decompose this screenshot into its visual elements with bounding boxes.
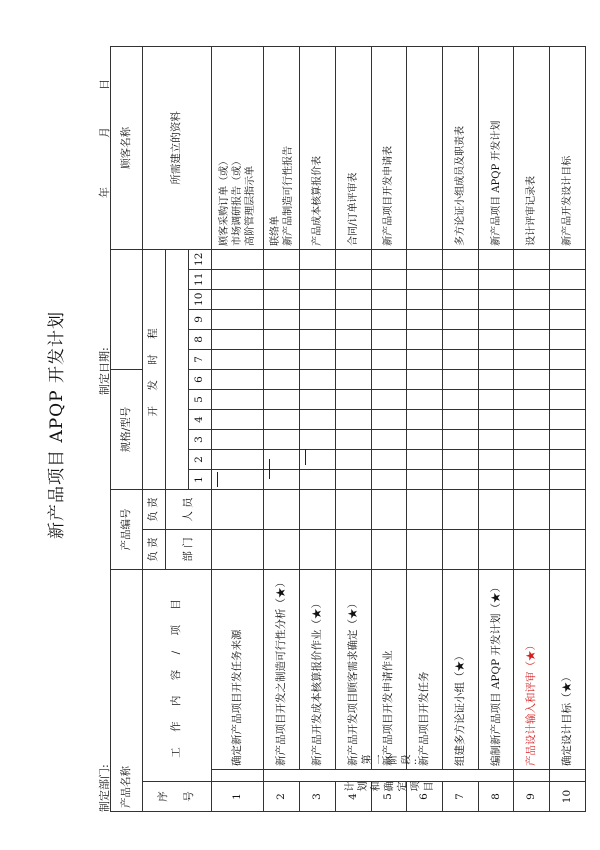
responsible-dept-cell[interactable]	[300, 529, 336, 569]
schedule-cell-month-3[interactable]	[550, 429, 586, 449]
material-line: 产品成本核算报价表	[311, 155, 323, 246]
schedule-cell-month-11[interactable]	[264, 269, 300, 289]
day-label: 日	[98, 79, 111, 90]
material-line: 多方论证小组成员及职责表	[454, 125, 466, 246]
task-content: 新产品项目开发之制造可行性分析（★）	[264, 569, 300, 769]
required-material	[335, 46, 371, 249]
material-line: 合同/订单评审表	[347, 172, 359, 246]
task-content: 编制新产品项目 APQP 开发计划（★）	[478, 569, 514, 769]
header-row-2	[142, 46, 165, 811]
task-number: 10	[550, 782, 586, 812]
responsible-person-cell[interactable]	[335, 489, 371, 529]
task-row	[300, 46, 336, 811]
schedule-cell-month-9[interactable]	[335, 309, 371, 329]
schedule-cell-month-12[interactable]	[300, 249, 336, 269]
schedule-cell-month-9[interactable]	[407, 309, 443, 329]
spec-model-value[interactable]	[111, 249, 143, 369]
schedule-cell-month-1[interactable]	[264, 469, 300, 489]
responsible-person-cell[interactable]	[550, 489, 586, 529]
schedule-cell-month-10[interactable]	[264, 289, 300, 309]
schedule-cell-month-10[interactable]	[514, 289, 550, 309]
schedule-cell-month-11[interactable]	[478, 269, 514, 289]
month-header-6: 6	[188, 369, 211, 389]
schedule-cell-month-8[interactable]	[211, 329, 264, 349]
material-line: 联络单	[269, 215, 281, 246]
task-row	[211, 46, 264, 811]
schedule-cell-month-6[interactable]	[550, 369, 586, 389]
phase-label	[264, 756, 514, 794]
material-line: 新产品项目开发申请表	[383, 145, 395, 246]
responsible-dept-cell[interactable]	[335, 529, 371, 569]
schedule-cell-month-3[interactable]	[300, 429, 336, 449]
schedule-cell-month-10[interactable]	[211, 289, 264, 309]
product-name-label: 产品名称	[111, 569, 143, 811]
schedule-cell-month-11[interactable]	[211, 269, 264, 289]
schedule-cell-month-3[interactable]	[478, 429, 514, 449]
schedule-cell-month-2[interactable]	[335, 449, 371, 469]
schedule-cell-month-8[interactable]	[300, 329, 336, 349]
phase-spacer	[514, 770, 550, 782]
schedule-cell-month-9[interactable]	[300, 309, 336, 329]
responsible-person-cell[interactable]	[478, 489, 514, 529]
schedule-cell-month-11[interactable]	[550, 269, 586, 289]
schedule-cell-month-2[interactable]	[514, 449, 550, 469]
schedule-cell-month-12[interactable]	[478, 249, 514, 269]
responsible-dept-cell[interactable]	[442, 529, 478, 569]
required-material	[550, 46, 586, 249]
month-header-4: 4	[188, 409, 211, 429]
schedule-cell-month-7[interactable]	[550, 349, 586, 369]
seq-label: 序	[157, 791, 170, 802]
schedule-cell-month-10[interactable]	[478, 289, 514, 309]
schedule-cell-month-5[interactable]	[371, 389, 407, 409]
materials-header: 所需建立的资料	[142, 46, 211, 249]
product-no-label: 产品编号	[111, 489, 143, 569]
schedule-cell-month-1[interactable]	[300, 469, 336, 489]
schedule-cell-month-6[interactable]	[264, 369, 300, 389]
required-material	[407, 46, 443, 249]
schedule-cell-month-1[interactable]	[478, 469, 514, 489]
phase-plan-label: 计 划 和 确 定 项 目	[344, 783, 434, 794]
task-number: 3	[300, 782, 336, 812]
schedule-cell-month-1[interactable]	[407, 469, 443, 489]
schedule-cell-month-4[interactable]	[300, 409, 336, 429]
phase-one-label: 第 一 阶 段 :	[360, 756, 417, 767]
schedule-cell-month-4[interactable]	[335, 409, 371, 429]
responsible-dept-cell[interactable]	[371, 529, 407, 569]
task-content: 新产品项目开发申请作业	[371, 569, 407, 769]
month-label: 月	[98, 127, 111, 138]
schedule-cell-month-1[interactable]	[550, 469, 586, 489]
responsible-dept-cell[interactable]	[407, 529, 443, 569]
schedule-cell-month-2[interactable]	[550, 449, 586, 469]
schedule-cell-month-12[interactable]	[442, 249, 478, 269]
responsible-person-cell[interactable]	[264, 489, 300, 529]
responsible-person-cell[interactable]	[371, 489, 407, 529]
schedule-cell-month-7[interactable]	[300, 349, 336, 369]
task-number: 5	[371, 782, 407, 812]
schedule-cell-month-11[interactable]	[371, 269, 407, 289]
schedule-cell-month-6[interactable]	[442, 369, 478, 389]
schedule-cell-month-5[interactable]	[300, 389, 336, 409]
schedule-cell-month-3[interactable]	[211, 429, 264, 449]
schedule-cell-month-7[interactable]	[514, 349, 550, 369]
schedule-cell-month-6[interactable]	[514, 369, 550, 389]
month-header-12: 12	[188, 249, 211, 269]
schedule-cell-month-3[interactable]	[335, 429, 371, 449]
task-number: 2	[264, 782, 300, 812]
month-header-10: 10	[188, 289, 211, 309]
phase-spacer	[211, 770, 264, 782]
material-line: 高阶管理层指示单	[245, 165, 257, 246]
schedule-cell-month-1[interactable]	[514, 469, 550, 489]
responsible-person-cell[interactable]	[514, 489, 550, 529]
schedule-cell-month-4[interactable]	[478, 409, 514, 429]
schedule-bar	[217, 472, 218, 487]
schedule-cell-month-9[interactable]	[478, 309, 514, 329]
resp-header-dup: 负 责	[142, 489, 165, 529]
schedule-cell-month-12[interactable]	[371, 249, 407, 269]
seq-header	[142, 782, 211, 812]
required-material	[300, 46, 336, 249]
schedule-cell-month-12[interactable]	[211, 249, 264, 269]
schedule-cell-month-10[interactable]	[407, 289, 443, 309]
required-material	[478, 46, 514, 249]
schedule-cell-month-2[interactable]	[211, 449, 264, 469]
customer-name-label: 顾客名称	[111, 46, 143, 249]
schedule-cell-month-5[interactable]	[335, 389, 371, 409]
schedule-cell-month-8[interactable]	[335, 329, 371, 349]
schedule-cell-month-7[interactable]	[442, 349, 478, 369]
schedule-bar	[305, 449, 306, 465]
schedule-cell-month-2[interactable]	[478, 449, 514, 469]
responsible-dept-cell[interactable]	[550, 529, 586, 569]
task-content: 新产品开发成本核算报价作业（★）	[300, 569, 336, 769]
schedule-cell-month-5[interactable]	[442, 389, 478, 409]
responsible-person-cell[interactable]	[407, 489, 443, 529]
schedule-bar	[269, 459, 270, 469]
month-header-8: 8	[188, 329, 211, 349]
schedule-cell-month-4[interactable]	[211, 409, 264, 429]
schedule-cell-month-10[interactable]	[335, 289, 371, 309]
schedule-cell-month-3[interactable]	[407, 429, 443, 449]
responsible-person-cell[interactable]	[211, 489, 264, 529]
dev-time-header: 开 发 时 程	[142, 249, 165, 489]
schedule-cell-month-5[interactable]	[211, 389, 264, 409]
work-content-header: 工 作 内 容 / 项 目	[142, 569, 211, 781]
task-content: 组建多方论证小组（★）	[442, 569, 478, 769]
schedule-cell-month-12[interactable]	[550, 249, 586, 269]
responsible-dept-cell[interactable]	[514, 529, 550, 569]
page-title: 新产品项目 APQP 开发计划	[47, 311, 67, 539]
responsible-person-cell[interactable]	[442, 489, 478, 529]
month-header-7: 7	[188, 349, 211, 369]
required-material	[211, 46, 264, 249]
date-label: 制定日期:	[98, 347, 111, 395]
task-content: 产品设计输入和评审（★）	[514, 569, 550, 769]
schedule-cell-month-6[interactable]	[371, 369, 407, 389]
task-row	[442, 46, 478, 811]
phase-spacer	[550, 770, 586, 782]
schedule-cell-month-10[interactable]	[442, 289, 478, 309]
schedule-cell-month-4[interactable]	[264, 409, 300, 429]
responsible-dept-cell[interactable]	[264, 529, 300, 569]
task-row	[407, 46, 443, 811]
schedule-cell-month-5[interactable]	[514, 389, 550, 409]
dev-time-subheader	[165, 249, 188, 489]
schedule-cell-month-2[interactable]	[264, 449, 300, 469]
schedule-cell-month-8[interactable]	[550, 329, 586, 349]
hao-label: 号	[183, 791, 196, 802]
schedule-cell-month-5[interactable]	[407, 389, 443, 409]
schedule-cell-month-11[interactable]	[300, 269, 336, 289]
task-row	[371, 46, 407, 811]
schedule-cell-month-4[interactable]	[371, 409, 407, 429]
schedule-cell-month-8[interactable]	[442, 329, 478, 349]
task-number: 8	[478, 782, 514, 812]
plan-table	[110, 46, 586, 812]
schedule-cell-month-7[interactable]	[335, 349, 371, 369]
schedule-cell-month-9[interactable]	[442, 309, 478, 329]
month-header-11: 11	[188, 269, 211, 289]
schedule-cell-month-3[interactable]	[514, 429, 550, 449]
material-line: 新产品开发设计目标	[562, 155, 574, 246]
schedule-cell-month-9[interactable]	[550, 309, 586, 329]
schedule-cell-month-8[interactable]	[264, 329, 300, 349]
dept-label: 制定部门:	[98, 764, 111, 812]
task-number: 1	[211, 782, 264, 812]
responsible-dept-cell[interactable]	[211, 529, 264, 569]
task-row	[335, 46, 371, 811]
material-line: 市场调研报告（或）	[232, 155, 244, 246]
schedule-cell-month-2[interactable]	[407, 449, 443, 469]
required-material	[264, 46, 300, 249]
material-line: 新产品制造可行性报告	[282, 145, 294, 246]
task-row	[478, 46, 514, 811]
schedule-cell-month-7[interactable]	[264, 349, 300, 369]
schedule-cell-month-7[interactable]	[478, 349, 514, 369]
schedule-cell-month-11[interactable]	[335, 269, 371, 289]
schedule-cell-month-4[interactable]	[514, 409, 550, 429]
schedule-cell-month-4[interactable]	[407, 409, 443, 429]
schedule-cell-month-10[interactable]	[371, 289, 407, 309]
schedule-cell-month-7[interactable]	[371, 349, 407, 369]
schedule-cell-month-3[interactable]	[264, 429, 300, 449]
month-header-9: 9	[188, 309, 211, 329]
month-header-2: 2	[188, 449, 211, 469]
month-header-3: 3	[188, 429, 211, 449]
schedule-cell-month-2[interactable]	[371, 449, 407, 469]
task-content: 确定设计目标（★）	[550, 569, 586, 769]
dept-header: 部 门	[165, 529, 211, 569]
schedule-cell-month-9[interactable]	[264, 309, 300, 329]
schedule-cell-month-7[interactable]	[407, 349, 443, 369]
schedule-cell-month-9[interactable]	[514, 309, 550, 329]
schedule-cell-month-5[interactable]	[264, 389, 300, 409]
schedule-cell-month-1[interactable]	[442, 469, 478, 489]
required-material	[442, 46, 478, 249]
schedule-cell-month-11[interactable]	[514, 269, 550, 289]
schedule-cell-month-12[interactable]	[514, 249, 550, 269]
schedule-cell-month-5[interactable]	[478, 389, 514, 409]
material-line: 新产品项目 APQP 开发计划	[490, 120, 502, 246]
task-content: 确定新产品项目开发任务来源	[211, 569, 264, 769]
schedule-cell-month-11[interactable]	[407, 269, 443, 289]
schedule-cell-month-8[interactable]	[407, 329, 443, 349]
task-number: 7	[442, 782, 478, 812]
required-material	[514, 46, 550, 249]
task-number: 6	[407, 782, 443, 812]
schedule-cell-month-1[interactable]	[335, 469, 371, 489]
responsible-dept-cell[interactable]	[478, 529, 514, 569]
schedule-cell-month-6[interactable]	[211, 369, 264, 389]
schedule-cell-month-7[interactable]	[211, 349, 264, 369]
resp-header: 负 责	[142, 529, 165, 569]
year-label: 年	[98, 187, 111, 198]
schedule-cell-month-1[interactable]	[211, 469, 264, 489]
required-material	[371, 46, 407, 249]
task-number: 9	[514, 782, 550, 812]
month-header-1: 1	[188, 469, 211, 489]
schedule-cell-month-4[interactable]	[550, 409, 586, 429]
schedule-cell-month-8[interactable]	[478, 329, 514, 349]
schedule-cell-month-4[interactable]	[442, 409, 478, 429]
schedule-cell-month-1[interactable]	[371, 469, 407, 489]
schedule-cell-month-10[interactable]	[300, 289, 336, 309]
schedule-cell-month-6[interactable]	[407, 369, 443, 389]
material-line: 顾客采购订单（或）	[219, 155, 231, 246]
schedule-cell-month-6[interactable]	[300, 369, 336, 389]
schedule-cell-month-2[interactable]	[300, 449, 336, 469]
task-row	[550, 46, 586, 811]
schedule-cell-month-11[interactable]	[442, 269, 478, 289]
schedule-cell-month-2[interactable]	[442, 449, 478, 469]
schedule-cell-month-12[interactable]	[264, 249, 300, 269]
schedule-cell-month-6[interactable]	[478, 369, 514, 389]
task-content: 新产品项目开发任务	[407, 569, 443, 769]
task-number: 4	[335, 782, 371, 812]
schedule-cell-month-8[interactable]	[514, 329, 550, 349]
header-row-1	[111, 46, 143, 811]
schedule-cell-month-6[interactable]	[335, 369, 371, 389]
person-header: 人 员	[165, 489, 211, 529]
material-line: 设计评审记录表	[526, 175, 538, 246]
schedule-cell-month-12[interactable]	[407, 249, 443, 269]
schedule-cell-month-8[interactable]	[371, 329, 407, 349]
schedule-cell-month-12[interactable]	[335, 249, 371, 269]
responsible-person-cell[interactable]	[300, 489, 336, 529]
schedule-cell-month-3[interactable]	[371, 429, 407, 449]
schedule-cell-month-3[interactable]	[442, 429, 478, 449]
spec-model-label: 规格/型号	[111, 369, 143, 489]
task-content: 新产品开发项目顾客需求确定（★）	[335, 569, 371, 769]
task-row	[514, 46, 550, 811]
schedule-cell-month-9[interactable]	[371, 309, 407, 329]
schedule-cell-month-5[interactable]	[550, 389, 586, 409]
month-header-5: 5	[188, 389, 211, 409]
task-row	[264, 46, 300, 811]
schedule-cell-month-10[interactable]	[550, 289, 586, 309]
schedule-cell-month-9[interactable]	[211, 309, 264, 329]
